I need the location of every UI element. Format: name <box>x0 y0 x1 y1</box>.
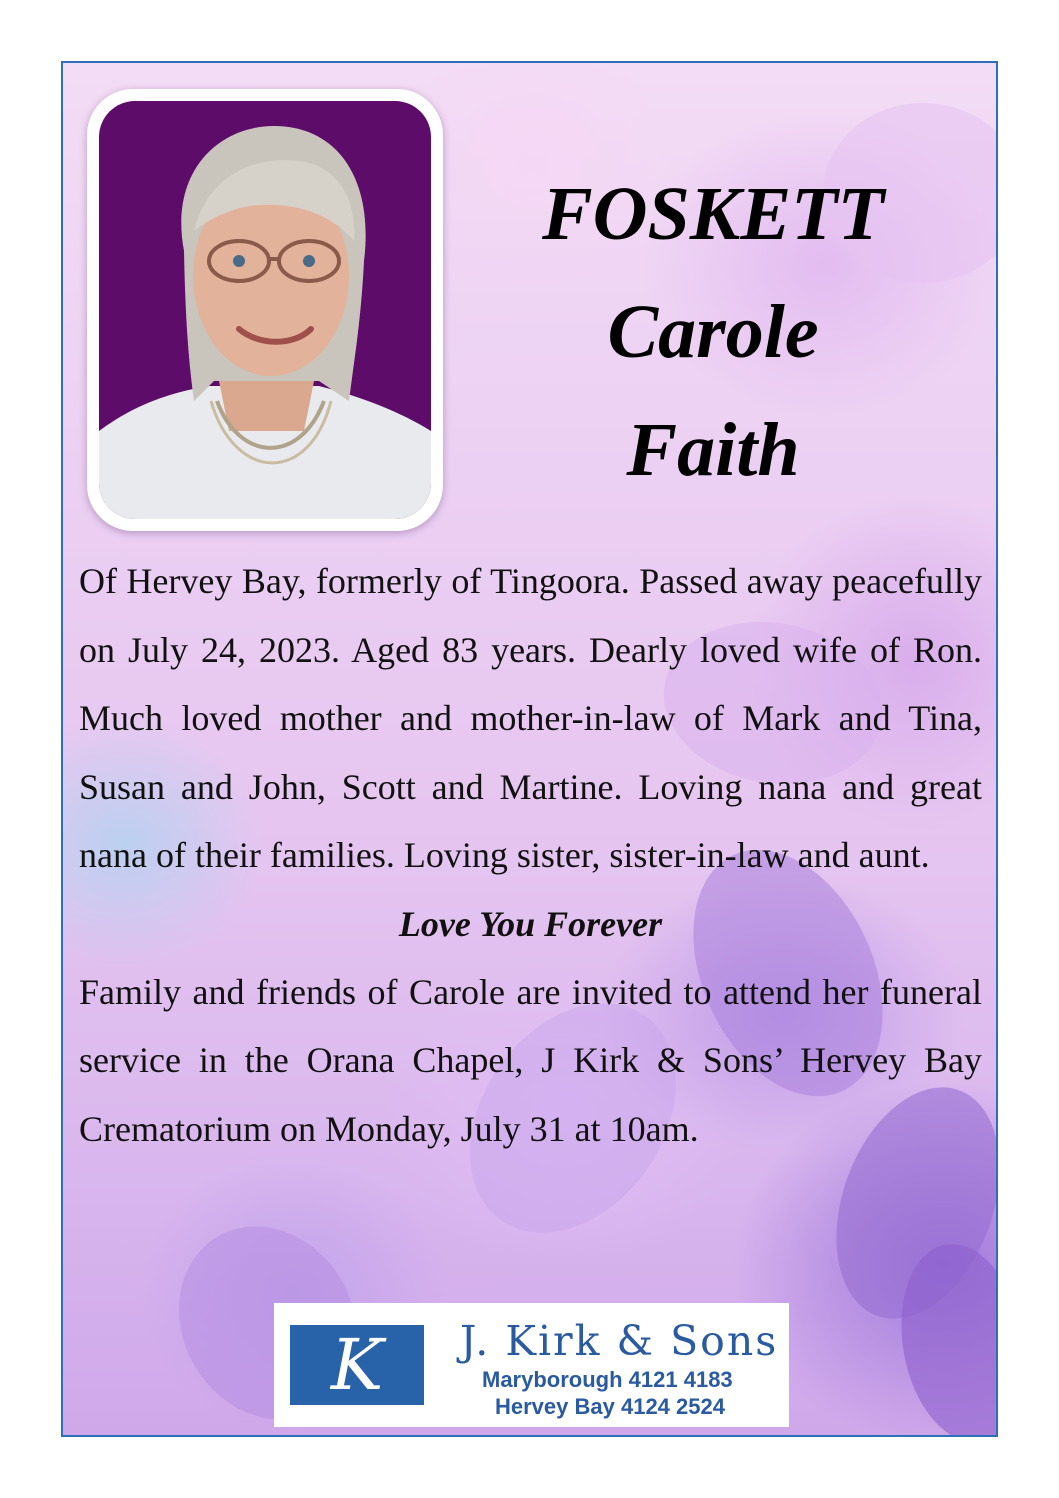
portrait-photo <box>99 101 431 519</box>
portrait-frame <box>87 89 443 531</box>
notice-body <box>79 547 982 1163</box>
death-notice-paragraph: Of Hervey Bay, formerly of Tingoora. Passed away peacefully on July 24, 2023. Aged 83 years. Dearly loved wife of Ron. Much loved mother and mother-in-law of Mark and Tina, Susan and John, Scott and Martine. Loving nana and great nana of their families. Loving sister, sister-in-law and aunt. <box>79 561 982 875</box>
tagline: Love You Forever <box>398 903 663 944</box>
funeral-home-logo <box>274 1303 789 1427</box>
first-name-heading: Carole <box>607 290 819 374</box>
funeral-home-name: J. Kirk & Sons <box>460 1317 779 1365</box>
logo-letter: K <box>330 1324 384 1406</box>
portrait-illustration <box>99 101 431 519</box>
middle-name-heading: Faith <box>626 408 800 492</box>
funeral-home-phone-maryborough: Maryborough 4121 4183 <box>482 1367 733 1392</box>
surname-heading: FOSKETT <box>541 172 885 256</box>
logo-emblem <box>290 1325 424 1405</box>
deceased-name-block <box>483 155 943 509</box>
funeral-home-phone-hervey-bay: Hervey Bay 4124 2524 <box>495 1394 725 1419</box>
notice-frame <box>61 61 998 1437</box>
funeral-service-paragraph: Family and friends of Carole are invited to attend her funeral service in the Orana Chapel, J Kirk & Sons’ Hervey Bay Crematorium on Monday, July 31 at 10am. <box>79 971 982 1149</box>
